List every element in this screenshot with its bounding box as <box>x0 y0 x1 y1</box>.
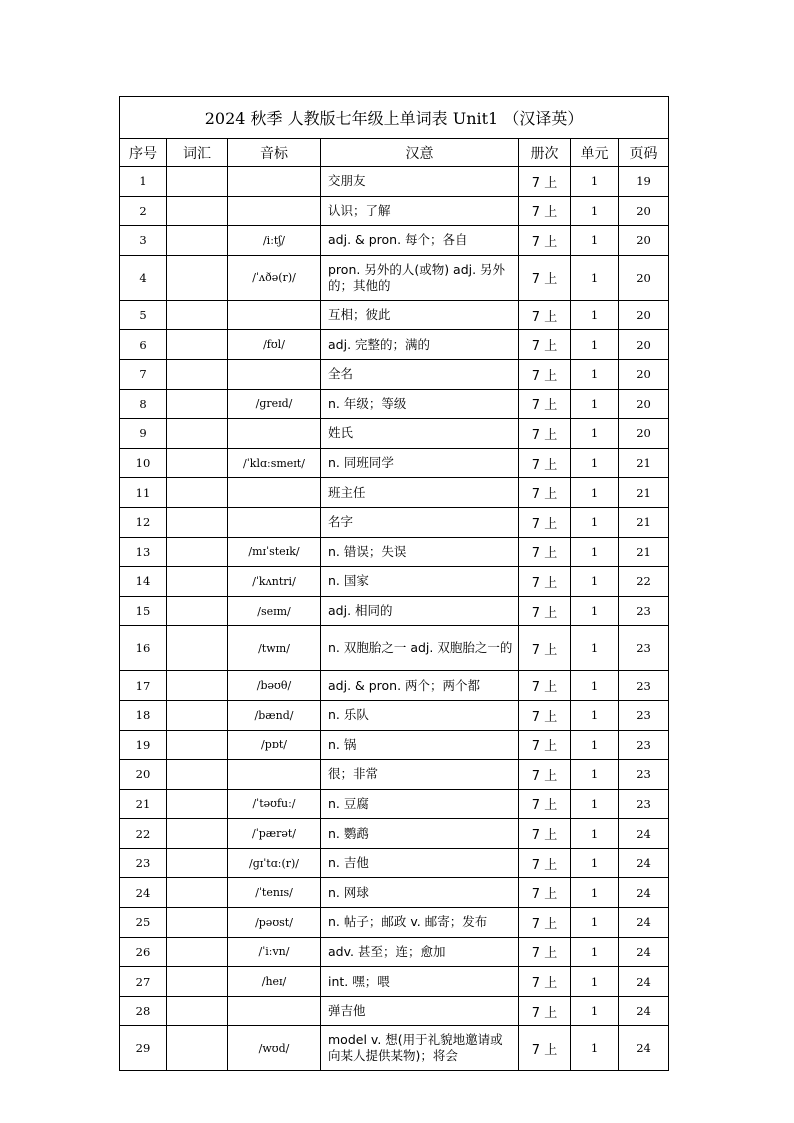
row-word <box>167 330 228 360</box>
row-meaning: n. 年级；等级 <box>321 389 519 419</box>
row-book: 7 上 <box>519 537 571 567</box>
row-unit: 1 <box>571 937 619 967</box>
row-phonetic: /iːtʃ/ <box>228 226 321 256</box>
row-book: 7 上 <box>519 300 571 330</box>
row-unit: 1 <box>571 226 619 256</box>
row-meaning: adj. & pron. 两个；两个都 <box>321 671 519 701</box>
table-row <box>120 419 669 449</box>
row-unit: 1 <box>571 1026 619 1071</box>
row-unit: 1 <box>571 330 619 360</box>
row-phonetic: /ˈklɑːsmeɪt/ <box>228 448 321 478</box>
row-meaning: int. 嘿；喂 <box>321 967 519 997</box>
row-unit: 1 <box>571 389 619 419</box>
row-index: 18 <box>120 700 167 730</box>
row-index: 25 <box>120 908 167 938</box>
row-meaning: 认识；了解 <box>321 196 519 226</box>
row-meaning: n. 双胞胎之一 adj. 双胞胎之一的 <box>321 626 519 671</box>
header-book: 册次 <box>519 139 571 167</box>
row-phonetic: /ˈpærət/ <box>228 819 321 849</box>
row-page: 20 <box>619 419 669 449</box>
row-index: 20 <box>120 760 167 790</box>
row-word <box>167 626 228 671</box>
row-index: 1 <box>120 167 167 197</box>
row-book: 7 上 <box>519 967 571 997</box>
row-meaning: n. 吉他 <box>321 848 519 878</box>
table-row <box>120 167 669 197</box>
row-meaning: n. 鹦鹉 <box>321 819 519 849</box>
row-word <box>167 255 228 300</box>
row-book: 7 上 <box>519 996 571 1026</box>
row-phonetic: /pɒt/ <box>228 730 321 760</box>
row-page: 20 <box>619 389 669 419</box>
table-row <box>120 700 669 730</box>
row-word <box>167 908 228 938</box>
row-phonetic <box>228 507 321 537</box>
row-phonetic <box>228 196 321 226</box>
row-book: 7 上 <box>519 848 571 878</box>
row-meaning: n. 网球 <box>321 878 519 908</box>
row-page: 23 <box>619 596 669 626</box>
table-row <box>120 478 669 508</box>
table-row <box>120 967 669 997</box>
row-meaning: n. 豆腐 <box>321 789 519 819</box>
row-meaning: pron. 另外的人(或物) adj. 另外的；其他的 <box>321 255 519 300</box>
row-index: 23 <box>120 848 167 878</box>
table-row <box>120 448 669 478</box>
row-word <box>167 789 228 819</box>
row-unit: 1 <box>571 596 619 626</box>
row-word <box>167 226 228 256</box>
row-index: 24 <box>120 878 167 908</box>
row-unit: 1 <box>571 300 619 330</box>
row-unit: 1 <box>571 730 619 760</box>
row-index: 16 <box>120 626 167 671</box>
row-page: 21 <box>619 537 669 567</box>
row-book: 7 上 <box>519 671 571 701</box>
row-unit: 1 <box>571 967 619 997</box>
row-word <box>167 819 228 849</box>
table-row <box>120 937 669 967</box>
table-row <box>120 330 669 360</box>
table-row <box>120 196 669 226</box>
row-book: 7 上 <box>519 478 571 508</box>
vocabulary-sheet <box>119 96 668 1071</box>
table-row <box>120 671 669 701</box>
row-book: 7 上 <box>519 596 571 626</box>
row-index: 19 <box>120 730 167 760</box>
row-index: 29 <box>120 1026 167 1071</box>
table-row <box>120 226 669 256</box>
row-phonetic: /twɪn/ <box>228 626 321 671</box>
row-phonetic: /heɪ/ <box>228 967 321 997</box>
row-word <box>167 507 228 537</box>
row-phonetic: /ɡɪˈtɑː(r)/ <box>228 848 321 878</box>
row-meaning: 弹吉他 <box>321 996 519 1026</box>
row-meaning: adj. & pron. 每个；各自 <box>321 226 519 256</box>
row-phonetic <box>228 167 321 197</box>
row-phonetic: /seɪm/ <box>228 596 321 626</box>
table-row <box>120 848 669 878</box>
row-word <box>167 448 228 478</box>
row-index: 7 <box>120 359 167 389</box>
row-index: 27 <box>120 967 167 997</box>
row-book: 7 上 <box>519 567 571 597</box>
row-book: 7 上 <box>519 196 571 226</box>
header-unit: 单元 <box>571 139 619 167</box>
row-phonetic: /ˈʌðə(r)/ <box>228 255 321 300</box>
row-page: 24 <box>619 937 669 967</box>
row-phonetic: /bəʊθ/ <box>228 671 321 701</box>
row-unit: 1 <box>571 196 619 226</box>
row-page: 23 <box>619 671 669 701</box>
row-index: 26 <box>120 937 167 967</box>
row-meaning: 很；非常 <box>321 760 519 790</box>
row-book: 7 上 <box>519 330 571 360</box>
row-meaning: adj. 完整的；满的 <box>321 330 519 360</box>
row-word <box>167 419 228 449</box>
page-title: 2024 秋季 人教版七年级上单词表 Unit1 （汉译英） <box>120 97 669 139</box>
row-unit: 1 <box>571 671 619 701</box>
row-page: 19 <box>619 167 669 197</box>
row-unit: 1 <box>571 789 619 819</box>
row-page: 24 <box>619 819 669 849</box>
table-row <box>120 789 669 819</box>
row-index: 3 <box>120 226 167 256</box>
row-page: 20 <box>619 300 669 330</box>
row-page: 20 <box>619 359 669 389</box>
row-book: 7 上 <box>519 507 571 537</box>
row-unit: 1 <box>571 359 619 389</box>
row-book: 7 上 <box>519 760 571 790</box>
table-row <box>120 760 669 790</box>
table-row <box>120 626 669 671</box>
vocabulary-table <box>119 96 669 1071</box>
row-meaning: n. 帖子；邮政 v. 邮寄；发布 <box>321 908 519 938</box>
row-word <box>167 671 228 701</box>
row-unit: 1 <box>571 167 619 197</box>
row-page: 23 <box>619 626 669 671</box>
row-meaning: 姓氏 <box>321 419 519 449</box>
row-index: 14 <box>120 567 167 597</box>
table-row <box>120 537 669 567</box>
table-row <box>120 359 669 389</box>
row-word <box>167 996 228 1026</box>
header-word: 词汇 <box>167 139 228 167</box>
row-unit: 1 <box>571 507 619 537</box>
row-unit: 1 <box>571 478 619 508</box>
row-word <box>167 596 228 626</box>
row-book: 7 上 <box>519 226 571 256</box>
row-phonetic: /fʊl/ <box>228 330 321 360</box>
table-row <box>120 819 669 849</box>
row-meaning: n. 乐队 <box>321 700 519 730</box>
row-word <box>167 537 228 567</box>
row-word <box>167 389 228 419</box>
row-word <box>167 700 228 730</box>
row-meaning: adj. 相同的 <box>321 596 519 626</box>
row-book: 7 上 <box>519 730 571 760</box>
row-phonetic <box>228 419 321 449</box>
row-page: 24 <box>619 908 669 938</box>
table-row <box>120 908 669 938</box>
row-index: 6 <box>120 330 167 360</box>
row-page: 20 <box>619 330 669 360</box>
row-index: 8 <box>120 389 167 419</box>
row-meaning: 交朋友 <box>321 167 519 197</box>
row-index: 15 <box>120 596 167 626</box>
row-phonetic: /mɪˈsteɪk/ <box>228 537 321 567</box>
row-meaning: model v. 想(用于礼貌地邀请或向某人提供某物)；将会 <box>321 1026 519 1071</box>
row-unit: 1 <box>571 419 619 449</box>
row-index: 11 <box>120 478 167 508</box>
row-book: 7 上 <box>519 626 571 671</box>
row-book: 7 上 <box>519 359 571 389</box>
row-book: 7 上 <box>519 937 571 967</box>
row-unit: 1 <box>571 537 619 567</box>
row-page: 20 <box>619 196 669 226</box>
row-phonetic <box>228 478 321 508</box>
row-book: 7 上 <box>519 448 571 478</box>
row-index: 9 <box>120 419 167 449</box>
row-unit: 1 <box>571 626 619 671</box>
row-word <box>167 300 228 330</box>
row-phonetic <box>228 300 321 330</box>
row-index: 4 <box>120 255 167 300</box>
row-word <box>167 478 228 508</box>
header-page: 页码 <box>619 139 669 167</box>
row-word <box>167 937 228 967</box>
row-meaning: 班主任 <box>321 478 519 508</box>
row-unit: 1 <box>571 448 619 478</box>
row-page: 23 <box>619 789 669 819</box>
row-book: 7 上 <box>519 1026 571 1071</box>
row-phonetic: /ˈkʌntri/ <box>228 567 321 597</box>
row-book: 7 上 <box>519 700 571 730</box>
row-meaning: 全名 <box>321 359 519 389</box>
row-unit: 1 <box>571 819 619 849</box>
row-meaning: n. 锅 <box>321 730 519 760</box>
header-row <box>120 139 669 167</box>
row-book: 7 上 <box>519 255 571 300</box>
table-row <box>120 567 669 597</box>
row-index: 12 <box>120 507 167 537</box>
row-phonetic <box>228 760 321 790</box>
row-unit: 1 <box>571 996 619 1026</box>
row-meaning: n. 错误；失误 <box>321 537 519 567</box>
row-meaning: n. 国家 <box>321 567 519 597</box>
row-page: 23 <box>619 730 669 760</box>
row-page: 20 <box>619 255 669 300</box>
row-meaning: n. 同班同学 <box>321 448 519 478</box>
row-meaning: 互相；彼此 <box>321 300 519 330</box>
row-index: 2 <box>120 196 167 226</box>
row-index: 13 <box>120 537 167 567</box>
table-row <box>120 507 669 537</box>
row-phonetic: /ɡreɪd/ <box>228 389 321 419</box>
row-word <box>167 1026 228 1071</box>
row-unit: 1 <box>571 700 619 730</box>
row-index: 28 <box>120 996 167 1026</box>
row-word <box>167 760 228 790</box>
row-meaning: adv. 甚至；连；愈加 <box>321 937 519 967</box>
row-phonetic: /pəʊst/ <box>228 908 321 938</box>
header-phonetic: 音标 <box>228 139 321 167</box>
row-page: 23 <box>619 700 669 730</box>
row-page: 24 <box>619 848 669 878</box>
row-index: 21 <box>120 789 167 819</box>
row-phonetic: /wʊd/ <box>228 1026 321 1071</box>
row-book: 7 上 <box>519 908 571 938</box>
row-word <box>167 567 228 597</box>
row-book: 7 上 <box>519 878 571 908</box>
table-row <box>120 996 669 1026</box>
row-phonetic <box>228 996 321 1026</box>
row-book: 7 上 <box>519 789 571 819</box>
table-row <box>120 255 669 300</box>
row-unit: 1 <box>571 848 619 878</box>
row-phonetic: /bænd/ <box>228 700 321 730</box>
header-index: 序号 <box>120 139 167 167</box>
row-word <box>167 167 228 197</box>
row-phonetic <box>228 359 321 389</box>
row-page: 21 <box>619 448 669 478</box>
row-book: 7 上 <box>519 819 571 849</box>
row-unit: 1 <box>571 567 619 597</box>
row-book: 7 上 <box>519 389 571 419</box>
row-page: 23 <box>619 760 669 790</box>
header-meaning: 汉意 <box>321 139 519 167</box>
table-row <box>120 596 669 626</box>
table-row <box>120 300 669 330</box>
row-page: 21 <box>619 507 669 537</box>
row-unit: 1 <box>571 255 619 300</box>
row-meaning: 名字 <box>321 507 519 537</box>
table-row <box>120 1026 669 1071</box>
row-phonetic: /ˈtəʊfuː/ <box>228 789 321 819</box>
row-unit: 1 <box>571 760 619 790</box>
row-page: 24 <box>619 996 669 1026</box>
row-index: 22 <box>120 819 167 849</box>
row-phonetic: /ˈtenɪs/ <box>228 878 321 908</box>
row-index: 5 <box>120 300 167 330</box>
table-row <box>120 878 669 908</box>
row-word <box>167 730 228 760</box>
row-word <box>167 196 228 226</box>
row-phonetic: /ˈiːvn/ <box>228 937 321 967</box>
row-word <box>167 878 228 908</box>
row-index: 10 <box>120 448 167 478</box>
row-page: 20 <box>619 226 669 256</box>
row-unit: 1 <box>571 878 619 908</box>
row-page: 24 <box>619 1026 669 1071</box>
table-row <box>120 389 669 419</box>
row-page: 22 <box>619 567 669 597</box>
row-page: 21 <box>619 478 669 508</box>
row-index: 17 <box>120 671 167 701</box>
row-word <box>167 967 228 997</box>
row-book: 7 上 <box>519 167 571 197</box>
table-body <box>120 167 669 1071</box>
row-page: 24 <box>619 878 669 908</box>
row-word <box>167 359 228 389</box>
row-word <box>167 848 228 878</box>
row-book: 7 上 <box>519 419 571 449</box>
row-unit: 1 <box>571 908 619 938</box>
table-row <box>120 730 669 760</box>
row-page: 24 <box>619 967 669 997</box>
